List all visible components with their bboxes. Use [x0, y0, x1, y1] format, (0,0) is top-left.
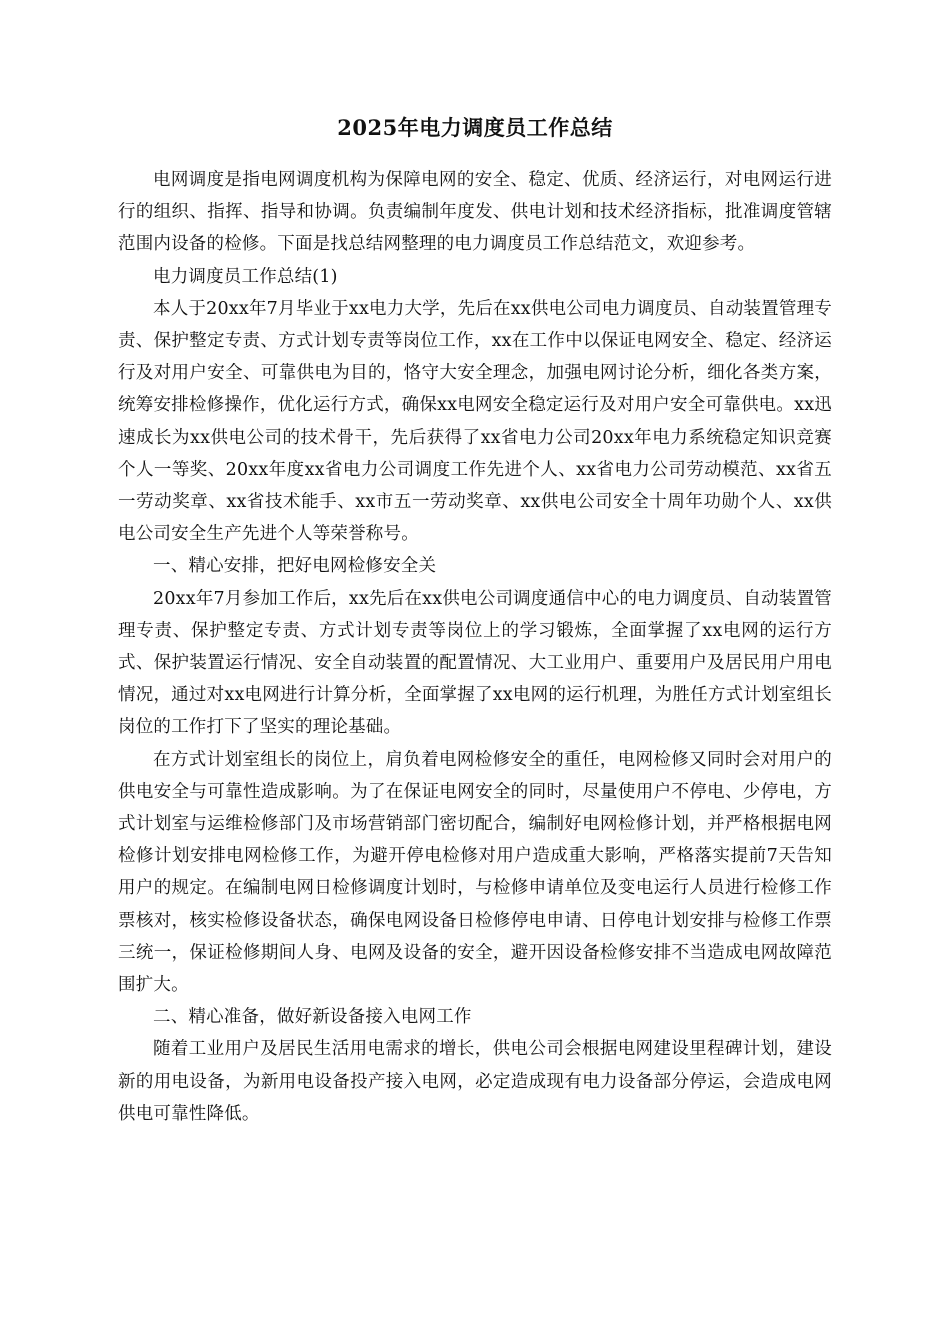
body-paragraph: 20xx年7月参加工作后，xx先后在xx供电公司调度通信中心的电力调度员、自动装置管理专责、保护整定专责、方式计划专责等岗位上的学习锻炼，全面掌握了xx电网的运行方式、保护装置运行情况、安全自动装置的配置情况、大工业用户、重要用户及居民用户用电情况，通过对xx电网进行计算分析，全面掌握了xx电网的运行机理，为胜任方式计划室组长岗位的工作打下了坚实的理论基础。: [118, 588, 832, 738]
body-paragraph: 本人于20xx年7月毕业于xx电力大学，先后在xx供电公司电力调度员、自动装置管理专责、保护整定专责、方式计划专责等岗位工作，xx在工作中以保证电网安全、稳定、经济运行及对用户安全、可靠供电为目的，恪守大安全理念，加强电网讨论分析，细化各类方案，统筹安排检修操作，优化运行方式，确保xx电网安全稳定运行及对用户安全可靠供电。xx迅速成长为xx供电公司的技术骨干，先后获得了xx省电力公司20xx年电力系统稳定知识竞赛个人一等奖、20xx年度xx省电力公司调度工作先进个人、xx省电力公司劳动模范、xx省五一劳动奖章、xx省技术能手、xx市五一劳动奖章、xx供电公司安全十周年功勋个人、xx供电公司安全生产先进个人等荣誉称号。: [118, 298, 832, 545]
document-body: [118, 164, 832, 1130]
document-title: 2025年电力调度员工作总结: [337, 115, 613, 140]
section-heading-2: 二、精心准备，做好新设备接入电网工作: [153, 1007, 472, 1028]
section-heading-1: 一、精心安排，把好电网检修安全关: [153, 556, 437, 577]
body-paragraph: 在方式计划室组长的岗位上，肩负着电网检修安全的重任，电网检修又同时会对用户的供电安全与可靠性造成影响。为了在保证电网安全的同时，尽量使用户不停电、少停电，方式计划室与运维检修部门及市场营销部门密切配合，编制好电网检修计划，并严格根据电网检修计划安排电网检修工作，为避开停电检修对用户造成重大影响，严格落实提前7天告知用户的规定。在编制电网日检修调度计划时，与检修申请单位及变电运行人员进行检修工作票核对，核实检修设备状态，确保电网设备日检修停电申请、日停电计划安排与检修工作票三统一，保证检修期间人身、电网及设备的安全，避开因设备检修安排不当造成电网故障范围扩大。: [118, 749, 832, 996]
section-heading-summary-1: 电力调度员工作总结(1): [153, 266, 338, 287]
intro-paragraph: 电网调度是指电网调度机构为保障电网的安全、稳定、优质、经济运行，对电网运行进行的组织、指挥、指导和协调。负责编制年度发、供电计划和技术经济指标，批准调度管辖范围内设备的检修。下面是找总结网整理的电力调度员工作总结范文，欢迎参考。: [118, 170, 832, 255]
body-paragraph: 随着工业用户及居民生活用电需求的增长，供电公司会根据电网建设里程碑计划，建设新的用电设备，为新用电设备投产接入电网，必定造成现有电力设备部分停运，会造成电网供电可靠性降低。: [118, 1039, 832, 1124]
